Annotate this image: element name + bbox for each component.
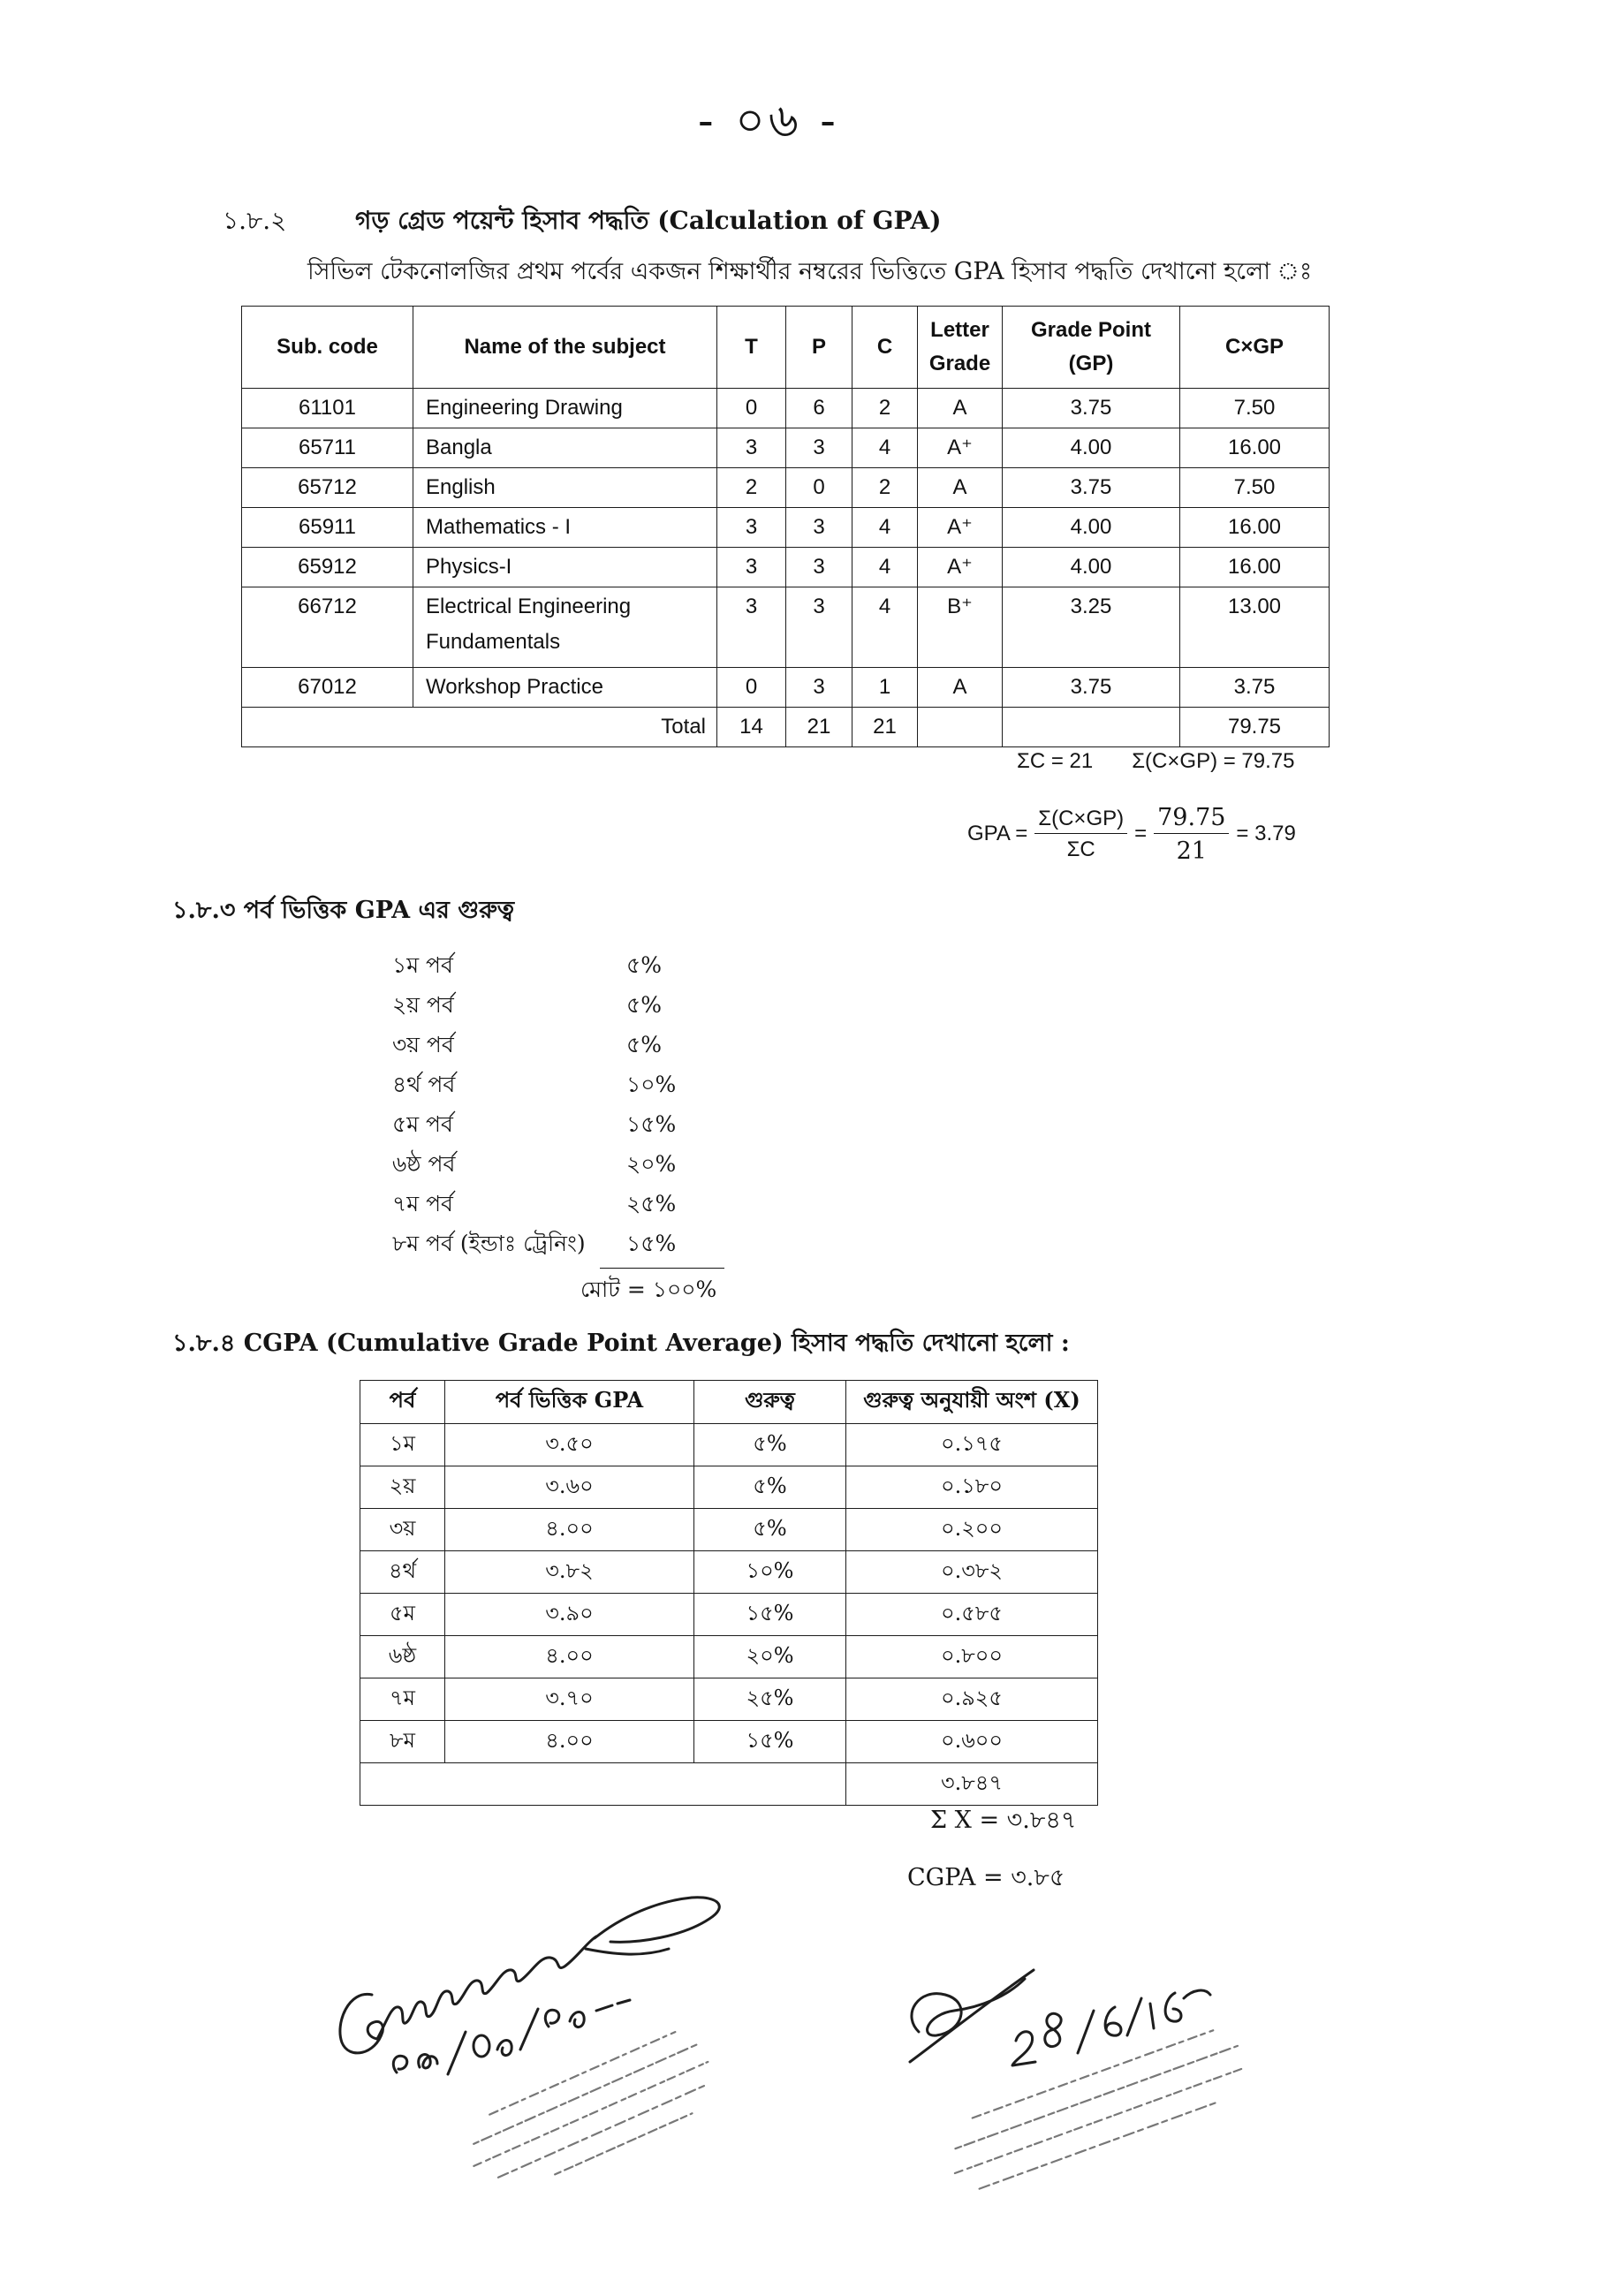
empty-cell bbox=[918, 708, 1003, 747]
weight-cell: ১৫% bbox=[694, 1594, 846, 1636]
grade-point-cell: 3.25 bbox=[1003, 587, 1180, 668]
header-subject-name: Name of the subject bbox=[413, 307, 717, 389]
total-divider bbox=[600, 1268, 724, 1269]
section-title: ১.৮.৩ পর্ব ভিত্তিক GPA এর গুরুত্ব bbox=[172, 897, 515, 924]
total-row bbox=[242, 708, 1330, 747]
credit-cell: 4 bbox=[852, 548, 918, 587]
credit-x-gp-cell: 16.00 bbox=[1180, 428, 1330, 468]
credit-x-gp-cell: 16.00 bbox=[1180, 508, 1330, 548]
credit-x-gp-cell: 3.75 bbox=[1180, 668, 1330, 708]
subject-name-cell: Workshop Practice bbox=[413, 668, 717, 708]
formula-value-denominator: 21 bbox=[1176, 837, 1207, 865]
semester-label: ২য় পর্ব bbox=[392, 992, 454, 1018]
credit-cell: 1 bbox=[852, 668, 918, 708]
formula-value-numerator: 79.75 bbox=[1154, 804, 1229, 834]
table-row bbox=[242, 548, 1330, 587]
gpa-cell: ৩.৭০ bbox=[445, 1678, 694, 1721]
weight-value: ১৫% bbox=[626, 1231, 677, 1256]
letter-grade-cell: A⁺ bbox=[918, 548, 1003, 587]
formula-equals: = bbox=[1134, 822, 1148, 845]
weight-value: ১৫% bbox=[626, 1111, 677, 1137]
table-row bbox=[242, 468, 1330, 508]
weight-value: ৫% bbox=[626, 992, 662, 1018]
table-header-row bbox=[360, 1381, 1098, 1424]
weight-cell: ২৫% bbox=[694, 1678, 846, 1721]
list-item bbox=[392, 1106, 676, 1146]
semester-cell: ৩য় bbox=[360, 1509, 445, 1551]
list-item bbox=[392, 1027, 676, 1066]
grade-point-cell: 3.75 bbox=[1003, 468, 1180, 508]
sums-line bbox=[1017, 749, 1294, 774]
section-intro: সিভিল টেকনোলজির প্রথম পর্বের একজন শিক্ষার্থীর নম্বরের ভিত্তিতে GPA হিসাব পদ্ধতি দেখানো হলো ঃ bbox=[307, 258, 1313, 285]
header-grade-point-line1: Grade Point bbox=[1030, 318, 1152, 342]
table-row bbox=[242, 389, 1330, 428]
gpa-cell: ৪.০০ bbox=[445, 1509, 694, 1551]
signature-right bbox=[883, 1944, 1272, 2182]
header-credit-x-gp: C×GP bbox=[1180, 307, 1330, 389]
gpa-cell: ৩.৫০ bbox=[445, 1424, 694, 1466]
gpa-cell: ৩.৯০ bbox=[445, 1594, 694, 1636]
semester-label: ৬ষ্ঠ পর্ব bbox=[392, 1151, 456, 1177]
theory-cell: 3 bbox=[717, 587, 786, 668]
sum-x: Σ X = ৩.৮৪৭ bbox=[930, 1807, 1077, 1834]
sub-code-cell: 65911 bbox=[242, 508, 413, 548]
subject-name-cell: Mathematics - I bbox=[413, 508, 717, 548]
table-row bbox=[360, 1509, 1098, 1551]
semester-label: ৪র্থ পর্ব bbox=[392, 1072, 456, 1097]
sub-code-cell: 65912 bbox=[242, 548, 413, 587]
weight-value: ২০% bbox=[626, 1151, 677, 1177]
practical-cell: 3 bbox=[786, 548, 852, 587]
subject-name-cell: Physics-I bbox=[413, 548, 717, 587]
sub-code-cell: 65711 bbox=[242, 428, 413, 468]
page-number: - ০৬ - bbox=[698, 95, 839, 148]
table-row bbox=[360, 1594, 1098, 1636]
letter-grade-cell: A bbox=[918, 468, 1003, 508]
empty-cell bbox=[360, 1763, 846, 1806]
theory-cell: 3 bbox=[717, 428, 786, 468]
theory-cell: 3 bbox=[717, 508, 786, 548]
header-weighted-portion: গুরুত্ব অনুযায়ী অংশ (X) bbox=[846, 1381, 1098, 1424]
sum-credit-x-gp: Σ(C×GP) = 79.75 bbox=[1132, 749, 1295, 773]
practical-cell: 6 bbox=[786, 389, 852, 428]
table-row bbox=[360, 1678, 1098, 1721]
list-item bbox=[392, 1146, 676, 1186]
semester-label: ৮ম পর্ব (ইন্ডাঃ ট্রেনিং) bbox=[392, 1231, 586, 1256]
table-row bbox=[242, 508, 1330, 548]
table-row bbox=[360, 1721, 1098, 1763]
sum-credit: ΣC = 21 bbox=[1017, 749, 1094, 773]
portion-cell: ০.৮০০ bbox=[846, 1636, 1098, 1678]
subject-name-cell: Electrical Engineering Fundamentals bbox=[413, 587, 717, 668]
letter-grade-cell: A bbox=[918, 389, 1003, 428]
weight-cell: ১৫% bbox=[694, 1721, 846, 1763]
weight-cell: ১০% bbox=[694, 1551, 846, 1594]
section-number: ১.৮.২ bbox=[223, 206, 287, 235]
header-letter-grade-line2: Grade bbox=[928, 352, 991, 375]
sub-code-cell: 67012 bbox=[242, 668, 413, 708]
table-row bbox=[360, 1424, 1098, 1466]
credit-cell: 4 bbox=[852, 587, 918, 668]
gpa-cell: ৩.৮২ bbox=[445, 1551, 694, 1594]
header-credit: C bbox=[852, 307, 918, 389]
practical-cell: 3 bbox=[786, 587, 852, 668]
list-item bbox=[392, 987, 676, 1027]
credit-cell: 4 bbox=[852, 508, 918, 548]
portion-cell: ০.১৭৫ bbox=[846, 1424, 1098, 1466]
official-stamp-right bbox=[939, 2024, 1254, 2194]
total-practical-cell: 21 bbox=[786, 708, 852, 747]
letter-grade-cell: A bbox=[918, 668, 1003, 708]
header-practical: P bbox=[786, 307, 852, 389]
letter-grade-cell: A⁺ bbox=[918, 508, 1003, 548]
semester-cell: ৭ম bbox=[360, 1678, 445, 1721]
cgpa-table bbox=[360, 1380, 1098, 1806]
gpa-cell: ৪.০০ bbox=[445, 1721, 694, 1763]
weight-value: ৫% bbox=[626, 1032, 662, 1057]
table-row bbox=[360, 1551, 1098, 1594]
header-theory: T bbox=[717, 307, 786, 389]
theory-cell: 3 bbox=[717, 548, 786, 587]
credit-cell: 2 bbox=[852, 389, 918, 428]
weight-cell: ৫% bbox=[694, 1424, 846, 1466]
theory-cell: 0 bbox=[717, 389, 786, 428]
empty-cell bbox=[1003, 708, 1180, 747]
header-letter-grade bbox=[918, 307, 1003, 389]
practical-cell: 0 bbox=[786, 468, 852, 508]
cgpa-result: CGPA = ৩.৮৫ bbox=[907, 1864, 1065, 1891]
gpa-cell: ৪.০০ bbox=[445, 1636, 694, 1678]
credit-x-gp-cell: 16.00 bbox=[1180, 548, 1330, 587]
practical-cell: 3 bbox=[786, 668, 852, 708]
table-row bbox=[242, 587, 1330, 668]
sub-code-cell: 66712 bbox=[242, 587, 413, 668]
formula-lhs: GPA = bbox=[967, 822, 1028, 845]
semester-cell: ৮ম bbox=[360, 1721, 445, 1763]
header-weight: গুরুত্ব bbox=[694, 1381, 846, 1424]
section-title: গড় গ্রেড পয়েন্ট হিসাব পদ্ধতি (Calculation of GPA) bbox=[355, 206, 942, 235]
portion-total-cell: ৩.৮৪৭ bbox=[846, 1763, 1098, 1806]
weight-cell: ৫% bbox=[694, 1509, 846, 1551]
credit-cell: 4 bbox=[852, 428, 918, 468]
semester-weight-list bbox=[392, 947, 676, 1265]
total-row bbox=[360, 1763, 1098, 1806]
gpa-formula bbox=[967, 792, 1296, 876]
grade-point-cell: 3.75 bbox=[1003, 668, 1180, 708]
formula-value-fraction bbox=[1154, 804, 1229, 865]
portion-cell: ০.৯২৫ bbox=[846, 1678, 1098, 1721]
practical-cell: 3 bbox=[786, 428, 852, 468]
formula-result: = 3.79 bbox=[1236, 822, 1296, 845]
table-header-row bbox=[242, 307, 1330, 389]
weight-value: ৫% bbox=[626, 952, 662, 978]
weight-cell: ৫% bbox=[694, 1466, 846, 1509]
semester-cell: ১ম bbox=[360, 1424, 445, 1466]
subject-name-cell: Engineering Drawing bbox=[413, 389, 717, 428]
letter-grade-cell: B⁺ bbox=[918, 587, 1003, 668]
grade-point-cell: 3.75 bbox=[1003, 389, 1180, 428]
credit-cell: 2 bbox=[852, 468, 918, 508]
grade-point-cell: 4.00 bbox=[1003, 428, 1180, 468]
semester-label: ৭ম পর্ব bbox=[392, 1191, 453, 1216]
table-row bbox=[242, 428, 1330, 468]
total-credit-x-gp-cell: 79.75 bbox=[1180, 708, 1330, 747]
semester-cell: ২য় bbox=[360, 1466, 445, 1509]
portion-cell: ০.১৮০ bbox=[846, 1466, 1098, 1509]
portion-cell: ০.২০০ bbox=[846, 1509, 1098, 1551]
credit-x-gp-cell: 13.00 bbox=[1180, 587, 1330, 668]
signature-left bbox=[330, 1891, 736, 2182]
table-row bbox=[360, 1636, 1098, 1678]
semester-label: ৫ম পর্ব bbox=[392, 1111, 453, 1137]
theory-cell: 0 bbox=[717, 668, 786, 708]
table-row bbox=[360, 1466, 1098, 1509]
weight-cell: ২০% bbox=[694, 1636, 846, 1678]
weight-total: মোট = ১০০% bbox=[580, 1277, 717, 1302]
total-theory-cell: 14 bbox=[717, 708, 786, 747]
header-letter-grade-line1: Letter bbox=[930, 318, 989, 342]
semester-cell: ৪র্থ bbox=[360, 1551, 445, 1594]
list-item bbox=[392, 1066, 676, 1106]
letter-grade-cell: A⁺ bbox=[918, 428, 1003, 468]
formula-fraction bbox=[1034, 807, 1127, 862]
subject-name-cell: English bbox=[413, 468, 717, 508]
header-sub-code: Sub. code bbox=[242, 307, 413, 389]
subject-name-cell: Bangla bbox=[413, 428, 717, 468]
credit-x-gp-cell: 7.50 bbox=[1180, 389, 1330, 428]
sub-code-cell: 61101 bbox=[242, 389, 413, 428]
total-credit-cell: 21 bbox=[852, 708, 918, 747]
semester-label: ১ম পর্ব bbox=[392, 952, 453, 978]
theory-cell: 2 bbox=[717, 468, 786, 508]
credit-x-gp-cell: 7.50 bbox=[1180, 468, 1330, 508]
weight-value: ১০% bbox=[626, 1072, 677, 1097]
section-title: ১.৮.৪ CGPA (Cumulative Grade Point Average) হিসাব পদ্ধতি দেখানো হলো : bbox=[172, 1330, 1070, 1357]
sub-code-cell: 65712 bbox=[242, 468, 413, 508]
header-semester: পর্ব bbox=[360, 1381, 445, 1424]
gpa-cell: ৩.৬০ bbox=[445, 1466, 694, 1509]
practical-cell: 3 bbox=[786, 508, 852, 548]
header-grade-point-line2: (GP) bbox=[1068, 352, 1114, 375]
official-stamp-left bbox=[458, 2025, 724, 2203]
grade-point-cell: 4.00 bbox=[1003, 508, 1180, 548]
semester-cell: ৫ম bbox=[360, 1594, 445, 1636]
semester-label: ৩য় পর্ব bbox=[392, 1032, 454, 1057]
portion-cell: ০.৩৮২ bbox=[846, 1551, 1098, 1594]
portion-cell: ০.৬০০ bbox=[846, 1721, 1098, 1763]
portion-cell: ০.৫৮৫ bbox=[846, 1594, 1098, 1636]
grade-point-cell: 4.00 bbox=[1003, 548, 1180, 587]
formula-numerator: Σ(C×GP) bbox=[1034, 807, 1127, 834]
list-item bbox=[392, 947, 676, 987]
list-item bbox=[392, 1186, 676, 1225]
formula-denominator: ΣC bbox=[1066, 837, 1095, 861]
total-label: Total bbox=[242, 708, 717, 747]
weight-value: ২৫% bbox=[626, 1191, 677, 1216]
semester-cell: ৬ষ্ঠ bbox=[360, 1636, 445, 1678]
header-semester-gpa: পর্ব ভিত্তিক GPA bbox=[445, 1381, 694, 1424]
gpa-table bbox=[241, 306, 1330, 747]
table-row bbox=[242, 668, 1330, 708]
list-item bbox=[392, 1225, 676, 1265]
header-grade-point bbox=[1003, 307, 1180, 389]
